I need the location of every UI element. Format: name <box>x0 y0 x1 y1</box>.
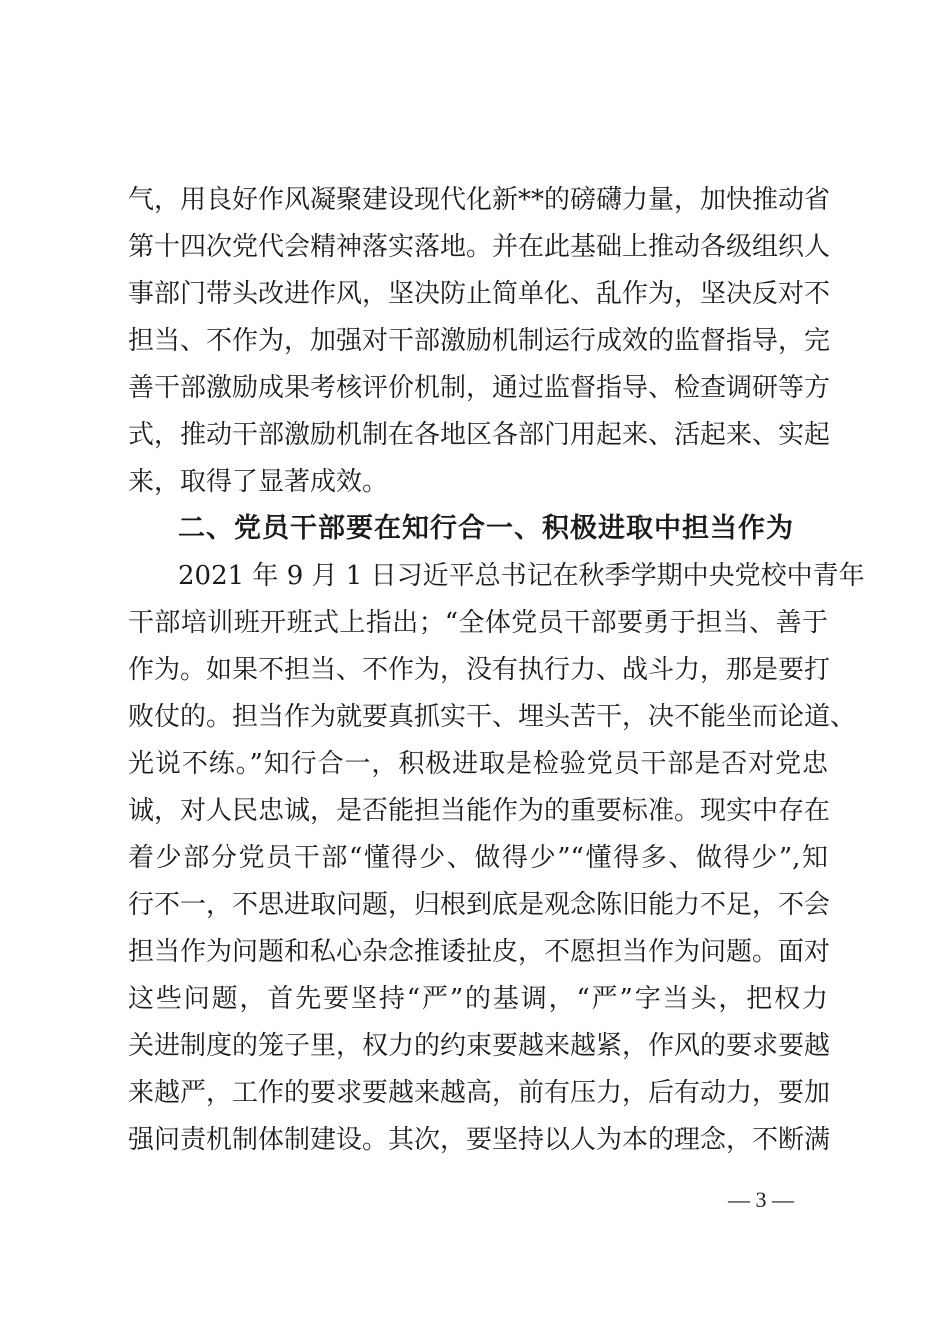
paragraph-line: 来越严，工作的要求要越来越高，前有压力，后有动力，要加 <box>128 1078 831 1108</box>
paragraph-line: 作为。如果不担当、不作为，没有执行力、战斗力，那是要打 <box>128 655 831 685</box>
paragraph-line: 诚，对人民忠诚，是否能担当能作为的重要标准。现实中存在 <box>128 796 831 826</box>
paragraph-line: 善干部激励成果考核评价机制，通过监督指导、检查调研等方 <box>128 373 831 403</box>
paragraph-line: 第十四次党代会精神落实落地。并在此基础上推动各级组织人 <box>128 232 831 262</box>
paragraph-line: 关进制度的笼子里，权力的约束要越来越紧，作风的要求要越 <box>128 1031 831 1061</box>
paragraph-line: 式，推动干部激励机制在各地区各部门用起来、活起来、实起 <box>128 420 831 450</box>
paragraph-line: 事部门带头改进作风，坚决防止简单化、乱作为，坚决反对不 <box>128 279 831 309</box>
page-number: — 3 — <box>728 1187 794 1212</box>
paragraph-line: 2021 年 9 月 1 日习近平总书记在秋季学期中央党校中青年 <box>178 561 865 591</box>
paragraph-line: 强问责机制体制建设。其次，要坚持以人为本的理念，不断满 <box>128 1125 831 1155</box>
paragraph-line: 担当作为问题和私心杂念推诿扯皮，不愿担当作为问题。面对 <box>128 937 831 967</box>
paragraph-line: 担当、不作为，加强对干部激励机制运行成效的监督指导，完 <box>128 326 831 356</box>
paragraph-line: 行不一，不思进取问题，归根到底是观念陈旧能力不足，不会 <box>128 890 831 920</box>
paragraph-line: 着少部分党员干部“懂得少、做得少”“懂得多、做得少”,知 <box>128 843 828 873</box>
paragraph-line: 气，用良好作风凝聚建设现代化新**的磅礴力量，加快推动省 <box>128 185 831 215</box>
paragraph-line: 败仗的。担当作为就要真抓实干、埋头苦干，决不能坐而论道、 <box>128 702 857 732</box>
paragraph-line: 这些问题，首先要坚持“严”的基调，“严”字当头，把权力 <box>128 984 828 1014</box>
paragraph-line: 光说不练。”知行合一，积极进取是检验党员干部是否对党忠 <box>128 749 828 779</box>
section-heading: 二、党员干部要在知行合一、积极进取中担当作为 <box>178 513 794 544</box>
paragraph-line: 来，取得了显著成效。 <box>128 467 389 497</box>
paragraph-line: 干部培训班开班式上指出；“全体党员干部要勇于担当、善于 <box>128 608 828 638</box>
